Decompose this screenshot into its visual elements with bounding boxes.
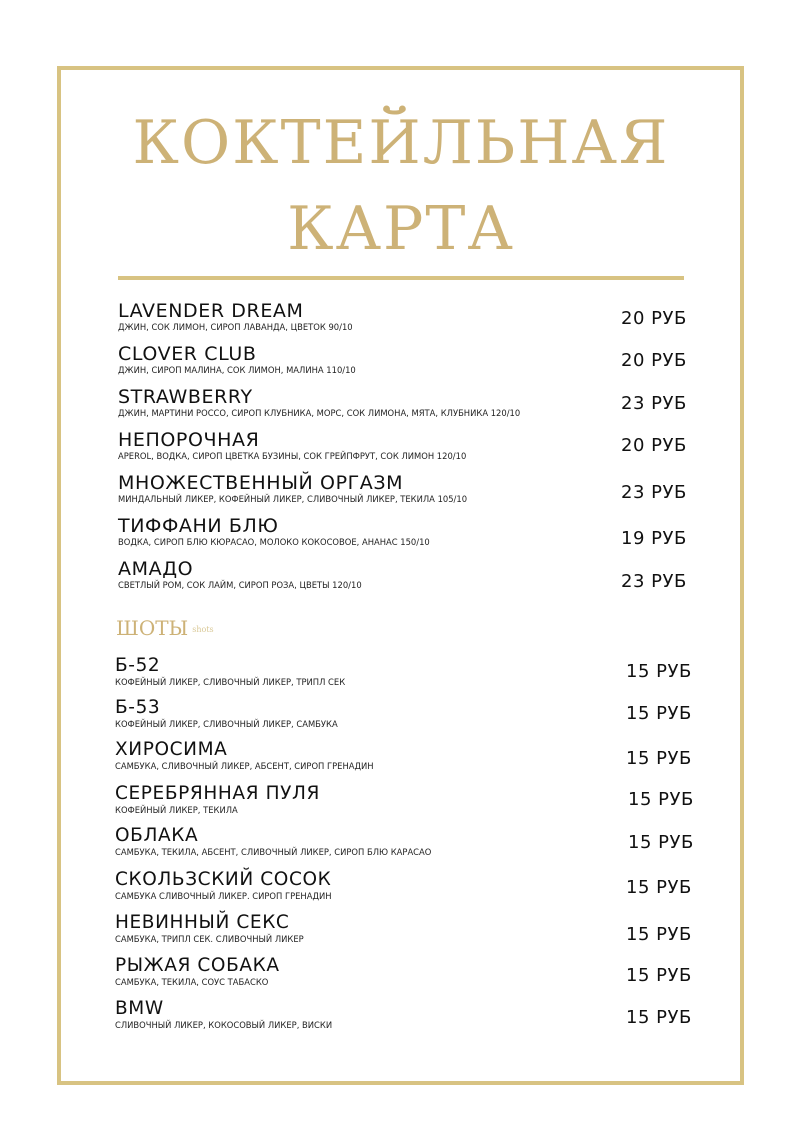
item-description: ВОДКА, СИРОП БЛЮ КЮРАСАО, МОЛОКО КОКОСОВОЕ, АНАНАС 150/10 [118, 537, 430, 547]
item-price: 15 РУБ [628, 832, 694, 853]
menu-item [115, 783, 715, 816]
item-price: 23 РУБ [621, 393, 687, 414]
item-price: 23 РУБ [621, 571, 687, 592]
menu-title-line-2: КАРТА [287, 194, 515, 264]
item-description: САМБУКА, ТЕКИЛА, АБСЕНТ, СЛИВОЧНЫЙ ЛИКЕР, СИРОП БЛЮ КАРАСАО [115, 847, 432, 857]
item-description: ДЖИН, МАРТИНИ РОССО, СИРОП КЛУБНИКА, МОРС, СОК ЛИМОНА, МЯТА, КЛУБНИКА 120/10 [118, 408, 521, 418]
item-name: ТИФФАНИ БЛЮ [118, 515, 279, 537]
item-price: 20 РУБ [621, 435, 687, 456]
menu-item [115, 998, 715, 1031]
menu-item [115, 869, 715, 902]
item-price: 15 РУБ [628, 789, 694, 810]
item-name: СЕРЕБРЯННАЯ ПУЛЯ [115, 783, 320, 804]
item-description: APEROL, ВОДКА, СИРОП ЦВЕТКА БУЗИНЫ, СОК ГРЕЙПФРУТ, СОК ЛИМОН 120/10 [118, 451, 467, 461]
section-title: ШОТЫ [116, 616, 189, 640]
item-price: 15 РУБ [626, 1007, 692, 1028]
item-description: СВЕТЛЫЙ РОМ, СОК ЛАЙМ, СИРОП РОЗА, ЦВЕТЫ 120/10 [118, 580, 362, 590]
title-divider [118, 276, 684, 280]
item-price: 15 РУБ [626, 703, 692, 724]
item-name: STRAWBERRY [118, 386, 253, 408]
item-price: 20 РУБ [621, 308, 687, 329]
item-price: 15 РУБ [626, 924, 692, 945]
menu-item [115, 697, 715, 730]
menu-item [115, 739, 715, 772]
menu-item [115, 655, 715, 688]
item-description: ДЖИН, СОК ЛИМОН, СИРОП ЛАВАНДА, ЦВЕТОК 90/10 [118, 322, 353, 332]
item-name: LAVENDER DREAM [118, 300, 304, 322]
item-price: 15 РУБ [626, 877, 692, 898]
item-price: 15 РУБ [626, 661, 692, 682]
item-price: 19 РУБ [621, 528, 687, 549]
item-name: НЕПОРОЧНАЯ [118, 429, 260, 451]
item-description: ДЖИН, СИРОП МАЛИНА, СОК ЛИМОН, МАЛИНА 110/10 [118, 365, 356, 375]
item-description: СЛИВОЧНЫЙ ЛИКЕР, КОКОСОВЫЙ ЛИКЕР, ВИСКИ [115, 1020, 333, 1030]
item-name: АМАДО [118, 558, 194, 580]
item-name: BMW [115, 998, 164, 1019]
menu-item [115, 912, 715, 945]
item-name: МНОЖЕСТВЕННЫЙ ОРГАЗМ [118, 472, 404, 494]
item-description: КОФЕЙНЫЙ ЛИКЕР, СЛИВОЧНЫЙ ЛИКЕР, САМБУКА [115, 719, 338, 729]
item-name: ОБЛАКА [115, 825, 199, 846]
menu-title-line-1: КОКТЕЙЛЬНАЯ [132, 108, 670, 178]
item-name: СКОЛЬЗСКИЙ СОСОК [115, 869, 332, 890]
shots-section-title [116, 616, 214, 640]
item-name: ХИРОСИМА [115, 739, 228, 760]
item-name: Б-52 [115, 655, 161, 676]
item-description: КОФЕЙНЫЙ ЛИКЕР, ТЕКИЛА [115, 805, 238, 815]
menu-item [115, 955, 715, 988]
item-name: РЫЖАЯ СОБАКА [115, 955, 280, 976]
item-description: МИНДАЛЬНЫЙ ЛИКЕР, КОФЕЙНЫЙ ЛИКЕР, СЛИВОЧНЫЙ ЛИКЕР, ТЕКИЛА 105/10 [118, 494, 468, 504]
item-description: КОФЕЙНЫЙ ЛИКЕР, СЛИВОЧНЫЙ ЛИКЕР, ТРИПЛ СЕК [115, 677, 346, 687]
item-description: САМБУКА СЛИВОЧНЫЙ ЛИКЕР. СИРОП ГРЕНАДИН [115, 891, 332, 901]
item-description: САМБУКА, ТРИПЛ СЕК. СЛИВОЧНЫЙ ЛИКЕР [115, 934, 304, 944]
item-description: САМБУКА, СЛИВОЧНЫЙ ЛИКЕР, АБСЕНТ, СИРОП ГРЕНАДИН [115, 761, 374, 771]
item-price: 15 РУБ [626, 748, 692, 769]
item-price: 15 РУБ [626, 965, 692, 986]
item-name: CLOVER CLUB [118, 343, 257, 365]
section-subtitle: shots [192, 625, 214, 634]
menu-item [115, 825, 715, 858]
item-description: САМБУКА, ТЕКИЛА, СОУС ТАБАСКО [115, 977, 269, 987]
item-price: 23 РУБ [621, 482, 687, 503]
item-price: 20 РУБ [621, 350, 687, 371]
item-name: Б-53 [115, 697, 161, 718]
item-name: НЕВИННЫЙ СЕКС [115, 912, 290, 933]
